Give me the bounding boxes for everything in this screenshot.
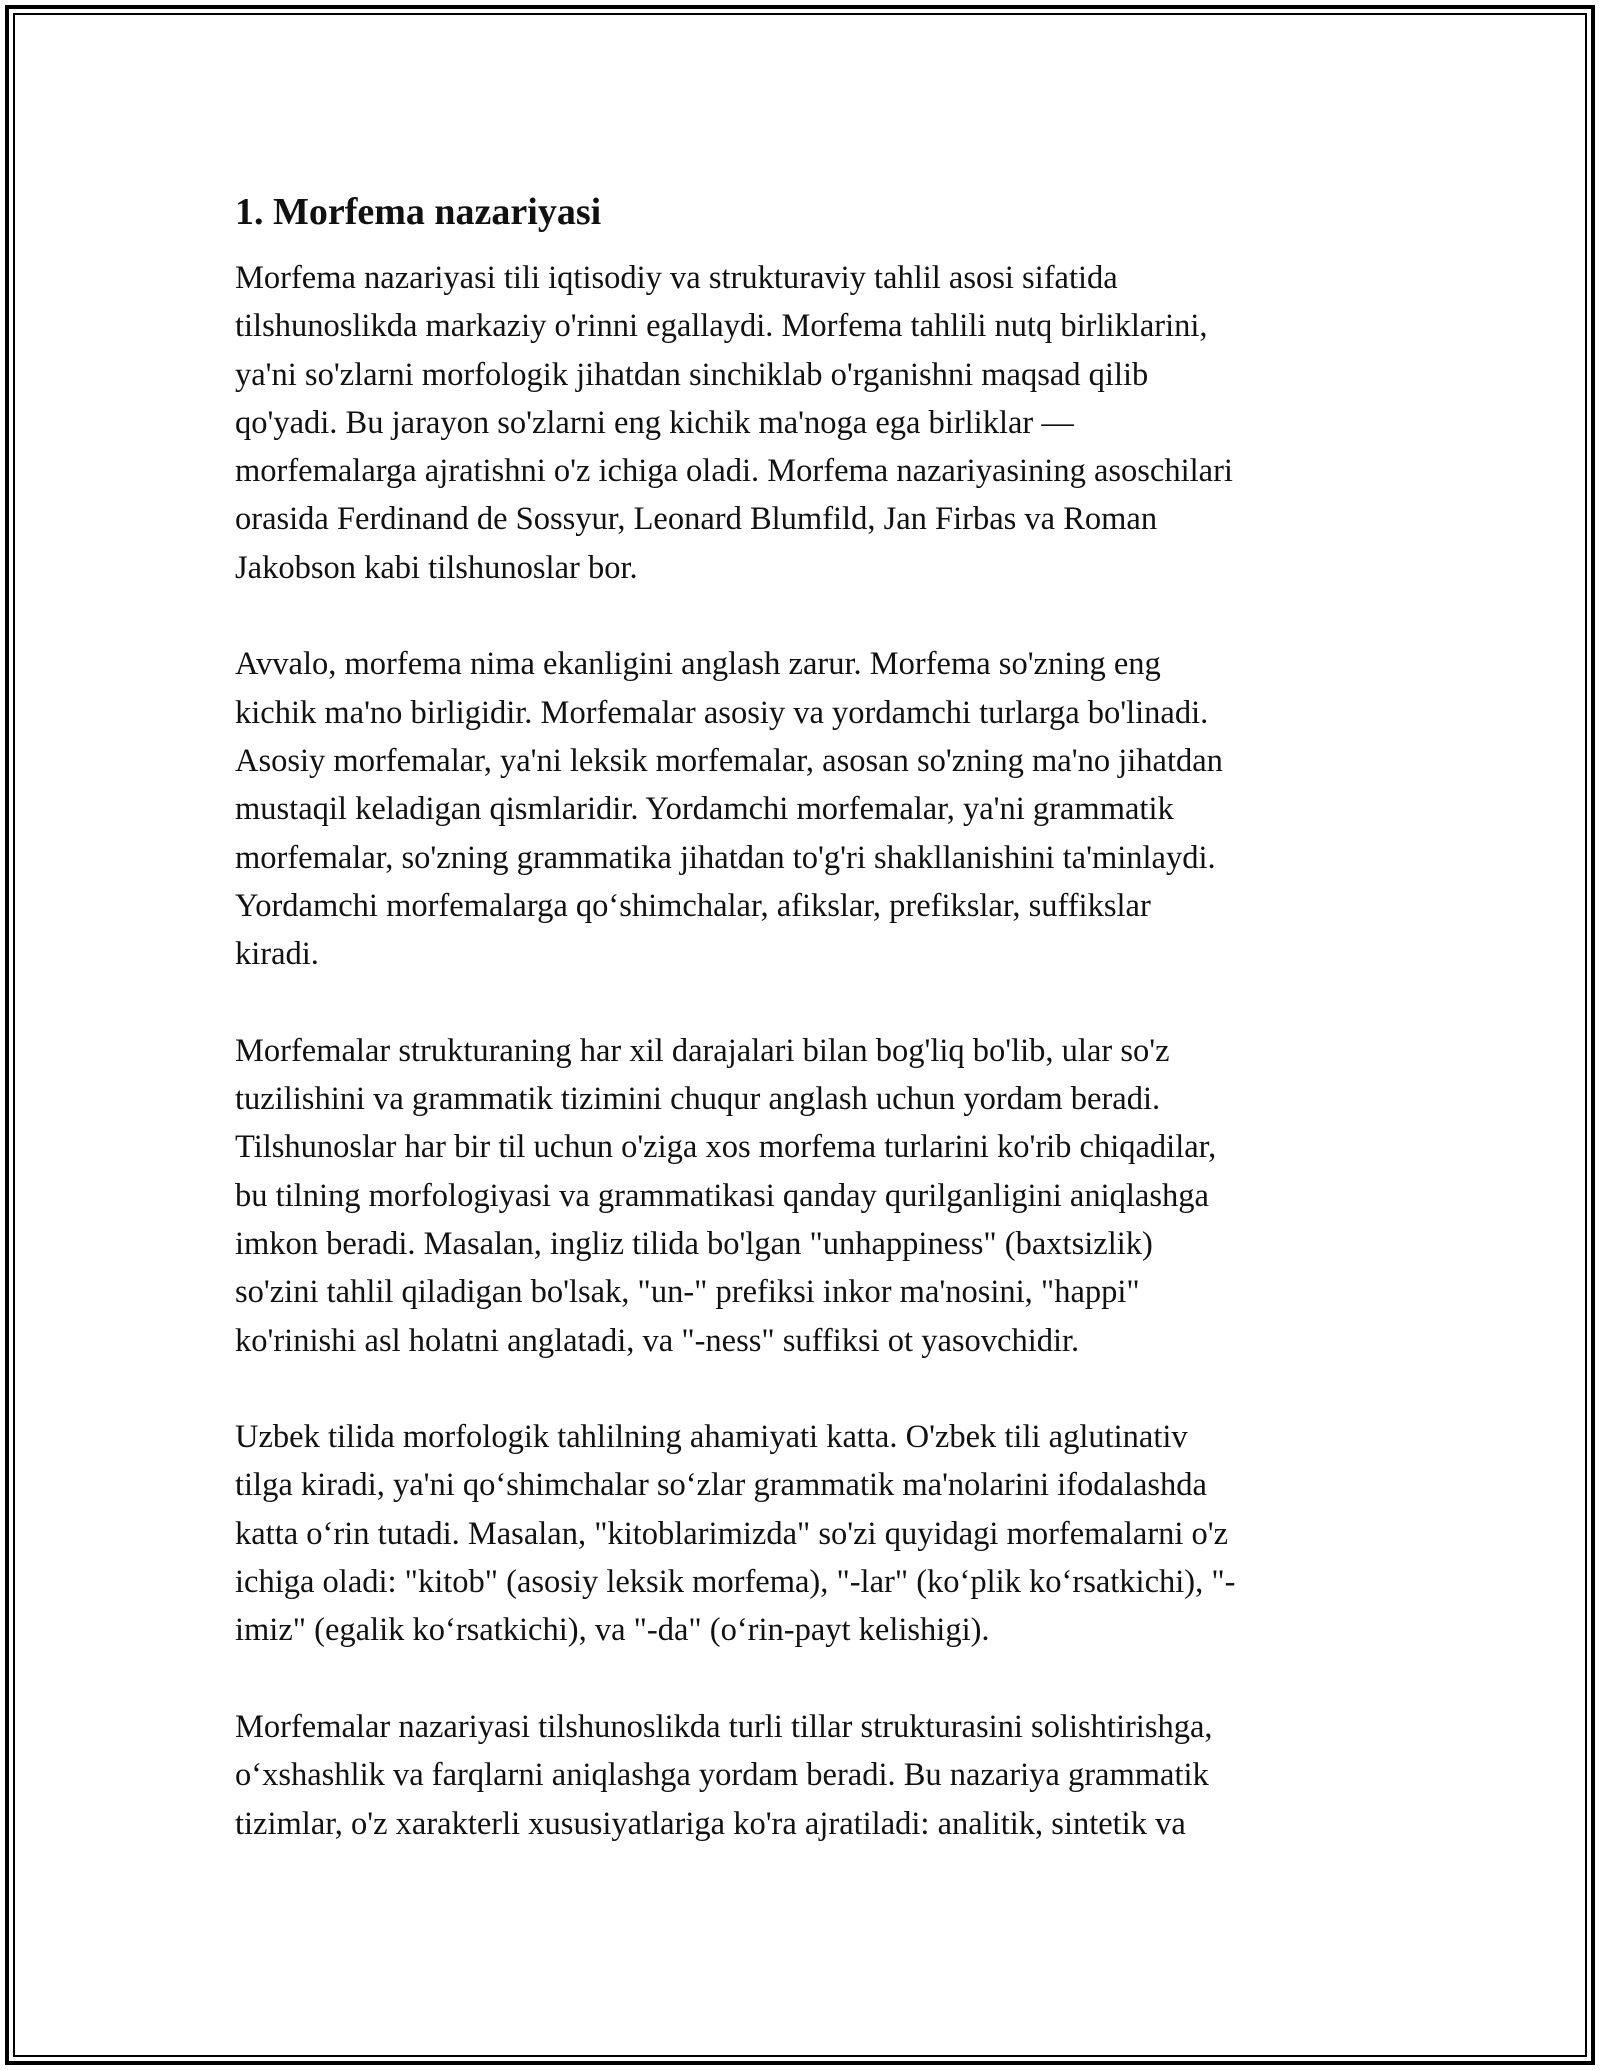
text-line: qo'yadi. Bu jarayon so'zlarni eng kichik ma'noga ega birliklar — bbox=[235, 404, 1074, 441]
text-line: tuzilishini va grammatik tizimini chuqur anglash uchun yordam beradi. bbox=[235, 1081, 1161, 1118]
text-line: tilga kiradi, ya'ni qoʻshimchalar soʻzlar grammatik ma'nolarini ifodalashda bbox=[235, 1467, 1207, 1504]
text-line: tilshunoslikda markaziy o'rinni egallaydi. Morfema tahlili nutq birliklarini, bbox=[235, 308, 1208, 345]
text-line: oʻxshashlik va farqlarni aniqlashga yordam beradi. Bu nazariya grammatik bbox=[235, 1757, 1209, 1794]
text-line: Morfemalar nazariyasi tilshunoslikda turli tillar strukturasini solishtirishga, bbox=[235, 1708, 1213, 1745]
paragraph-2 bbox=[235, 640, 1375, 978]
paragraph-4 bbox=[235, 1413, 1375, 1654]
text-line: kiradi. bbox=[235, 936, 319, 973]
text-line: katta oʻrin tutadi. Masalan, "kitoblarimizda" so'zi quyidagi morfemalarni o'z bbox=[235, 1515, 1229, 1552]
text-line: kichik ma'no birligidir. Morfemalar asosiy va yordamchi turlarga bo'linadi. bbox=[235, 694, 1209, 731]
text-line: Morfemalar strukturaning har xil darajalari bilan bog'liq bo'lib, ular so'z bbox=[235, 1032, 1170, 1069]
text-line: so'zini tahlil qiladigan bo'lsak, "un-" prefiksi inkor ma'nosini, "happi" bbox=[235, 1274, 1140, 1311]
paragraph-5 bbox=[235, 1703, 1375, 1848]
text-line: Morfema nazariyasi tili iqtisodiy va strukturaviy tahlil asosi sifatida bbox=[235, 260, 1118, 296]
text-line: morfemalar, so'zning grammatika jihatdan to'g'ri shakllanishini ta'minlaydi. bbox=[235, 839, 1216, 876]
text-line: ko'rinishi asl holatni anglatadi, va "-ness" suffiksi ot yasovchidir. bbox=[235, 1322, 1080, 1359]
section-heading: 1. Morfema nazariyasi bbox=[235, 191, 602, 233]
text-line: morfemalarga ajratishni o'z ichiga oladi. Morfema nazariyasining asoschilari bbox=[235, 453, 1233, 490]
text-line: bu tilning morfologiyasi va grammatikasi qanday qurilganligini aniqlashga bbox=[235, 1177, 1209, 1214]
text-line: Avvalo, morfema nima ekanligini anglash zarur. Morfema so'zning eng bbox=[235, 646, 1161, 683]
paragraph-1 bbox=[235, 254, 1375, 592]
text-line: Tilshunoslar har bir til uchun o'ziga xos morfema turlarini ko'rib chiqadilar, bbox=[235, 1129, 1217, 1166]
text-line: imkon beradi. Masalan, ingliz tilida bo'lgan "unhappiness" (baxtsizlik) bbox=[235, 1225, 1153, 1262]
text-line: orasida Ferdinand de Sossyur, Leonard Blumfild, Jan Firbas va Roman bbox=[235, 501, 1158, 538]
text-line: Asosiy morfemalar, ya'ni leksik morfemalar, asosan so'zning ma'no jihatdan bbox=[235, 742, 1223, 779]
text-line: mustaqil keladigan qismlaridir. Yordamchi morfemalar, ya'ni grammatik bbox=[235, 791, 1174, 828]
text-line: ya'ni so'zlarni morfologik jihatdan sinchiklab o'rganishni maqsad qilib bbox=[235, 356, 1149, 393]
document-body bbox=[235, 186, 1375, 1848]
text-line: imiz" (egalik koʻrsatkichi), va "-da" (oʻrin-payt kelishigi). bbox=[235, 1612, 990, 1649]
paragraph-3 bbox=[235, 1027, 1375, 1365]
text-line: Yordamchi morfemalarga qoʻshimchalar, afikslar, prefikslar, suffikslar bbox=[235, 887, 1151, 924]
text-line: tizimlar, o'z xarakterli xususiyatlariga ko'ra ajratiladi: analitik, sintetik va bbox=[235, 1805, 1186, 1842]
text-line: Uzbek tilida morfologik tahlilning ahamiyati katta. O'zbek tili aglutinativ bbox=[235, 1419, 1188, 1456]
text-line: Jakobson kabi tilshunoslar bor. bbox=[235, 549, 638, 586]
text-line: ichiga oladi: "kitob" (asosiy leksik morfema), "-lar" (koʻplik koʻrsatkichi), "- bbox=[235, 1564, 1236, 1601]
